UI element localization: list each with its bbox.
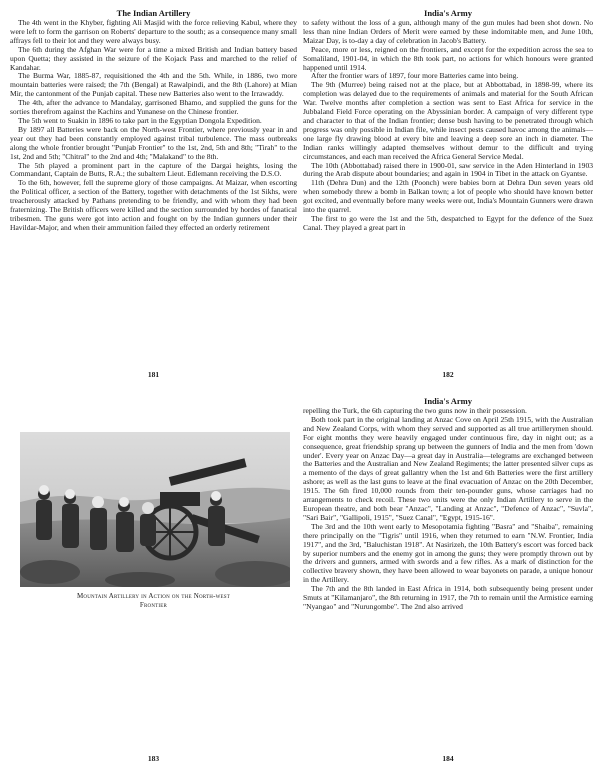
running-header: India's Army bbox=[424, 396, 472, 406]
paragraph: 11th (Dehra Dun) and the 12th (Poonch) were babies born at Dehra Dun seven years old when somebody threw a bomb in Balkan town; a lot of people who should have known better got excited, and eventually before many weeks were out, India's Mountain Gunners were drawn into the quarrel. bbox=[303, 178, 593, 215]
paragraph: The 10th (Abbottabad) raised there in 1900-01, saw service in the Aden Hinterland in 1903 during the Arab dispute about boundaries; and again in 1904 in Tibet in the attack on Gyantse. bbox=[303, 160, 593, 179]
page-number: 182 bbox=[442, 370, 454, 379]
paragraph: After the frontier wars of 1897, four more Batteries came into being. bbox=[311, 71, 519, 81]
paragraph: The 7th and the 8th landed in East Africa in 1914, both subsequently being present under Smuts at "Kilamanjaro", the 8th returning in 1917, the 7th to remain until the Armistice earning "Nyangao" and "Nurungombe". The 2nd also arrived bbox=[303, 584, 593, 611]
caption-line: Frontier bbox=[139, 601, 168, 609]
page-184 bbox=[303, 396, 593, 768]
paragraph: The 5th went to Suakin in 1896 to take part in the Egyptian Dongola Expedition. bbox=[18, 115, 262, 125]
paragraph: Peace, more or less, reigned on the frontiers, and except for the expedition across the sea to Somaliland, 1901-04, in which the 8th took part, no actions for which honours were granted happened until 1914. bbox=[303, 44, 593, 72]
page-body bbox=[10, 19, 297, 233]
caption-line: Mountain Artillery in Action on the North-west bbox=[76, 592, 231, 600]
page-body bbox=[303, 407, 593, 612]
page-number: 184 bbox=[442, 754, 454, 763]
paragraph: repelling the Turk, the 6th capturing the two guns now in their possession. bbox=[303, 406, 527, 415]
paragraph: The 4th, after the advance to Mandalay, garrisoned Bhamo, and supplied the guns for the sorties therefrom against the Kachins and Yunanese on the Chinese frontier. bbox=[10, 98, 297, 117]
paragraph: By 1897 all Batteries were back on the North-west Frontier, where previously year in and year out they had been constantly employed against tribal turbulence. The mass outbreaks along the whole frontier brought "Punjab Frontier" to the 1st, 2nd, 5th and 8th; "Tirah" to the 1st, 2nd and 5th; "Chitral" to the 2nd and 4th; "Malakand" to the 8th. bbox=[10, 124, 297, 161]
page-body bbox=[303, 19, 593, 233]
paragraph: The 6th during the Afghan War were for a time a mixed British and Indian battery based upon Quetta; they assisted in the seizure of the Kojack Pass and marched to the relief of Kandahar. bbox=[10, 44, 297, 72]
paragraph: The 3rd and the 10th went early to Mesopotamia fighting "Basra" and "Shaiba", remaining there principally on the "Tigris" until 1916, when they returned to earn "N.W. Frontier, India 1917", and the 3rd, "Baluchistan 1918". At Nasirizeh, the 10th Battery's escort was forced back by superior numbers and the enemy got in among the guns; they were promptly thrown out by the drivers and gunners, armed with swords and a few rifles. As a mark of distinction for the collective bravery shown, they have been allowed to wear bayonets on parade, a unique honour in the Artillery. bbox=[303, 521, 593, 585]
mountain-artillery-photo bbox=[20, 432, 290, 587]
running-header: India's Army bbox=[424, 8, 472, 18]
paragraph: To the 6th, however, fell the supreme glory of those campaigns. At Maizar, when escorting the Political officer, a section of the Battery, together with detachments of the 1st Sikhs, were treacherously attacked by Pathans pretending to be friendly, and with whom they had been fraternizing. The British officers were killed and the section surrounded by hordes of fanatical tribesmen. The guns were got into action and fought on by the Indian gunners under their Havildar-Major, and when their ammunition failed they effected an orderly retirement bbox=[10, 178, 297, 232]
page-181 bbox=[10, 8, 297, 383]
page-182 bbox=[303, 8, 593, 383]
running-header: The Indian Artillery bbox=[116, 8, 191, 18]
paragraph: Both took part in the original landing at Anzac Cove on April 25th 1915, with the Australian and New Zealand Corps, with whom they served and supported as all true artillerymen should. For eight months they were heavily engaged under continuous fire, day in night out; as a consequence, great friendship sprang up between the gunners of India and the men from 'down under'. Every year on Anzac Day—a great day in Australia—telegrams are exchanged between the Batteries and the Australian and New Zealand Regiments; the latter presented silver cups as a memento of the days of great gallantry when the 1st and 6th Batteries were the first artillery ashore; as well as the last guns to leave at the final evacuation of Anzac on the 20th December, 1915. The 6th fired 10,000 rounds from their ten-pounder guns, whose carriages had no arrangements to check recoil. These two units were the only Indian Artillery to serve in the European theatre, and both bear "Anzac", "Landing at Anzac", "Defence of Anzac", "Suvla", "Sari Bair", "Gallipoli, 1915", "Suez Canal", "Egypt, 1915-16". bbox=[303, 414, 593, 522]
page-number: 181 bbox=[147, 370, 160, 379]
page-183 bbox=[10, 396, 297, 768]
page-number: 183 bbox=[147, 754, 160, 763]
paragraph: The first to go were the 1st and the 5th, despatched to Egypt for the defence of the Suez Canal. They played a great part in bbox=[303, 213, 593, 232]
paragraph: The Burma War, 1885-87, requisitioned the 4th and the 5th. While, in 1886, two more mountain batteries were raised; the 7th (Bengal) at Rawalpindi, and the 8th (Lahore) at Mian Mir, the cantonment of the Punjab capital. These new Batteries also went to the Irrawaddy. bbox=[10, 71, 297, 99]
paragraph: The 4th went in the Khyber, fighting Ali Masjid with the force relieving Kabul, where they were left to form the garrison on Roberts' departure to the south; as a consequence many small affrays fell to their lot and they were always busy. bbox=[10, 18, 297, 45]
paragraph: The 5th played a prominent part in the capture of the Dargai heights, losing the Commandant, Captain de Butts, R.A.; the subaltern Lieut. Edlemann receiving the D.S.O. bbox=[10, 160, 297, 179]
paragraph: The 9th (Murree) being raised not at the place, but at Abbottabad, in 1898-99, where its completion was delayed due to the requirements of animals and material for the South African War. Twelve months after completion a section was sent to East Africa for service in the Jubbaland Field Force operating on the Abyssinian border. A campaign of very different type and character to that of the Indian frontier; dense bush having to be penetrated through which progress was only possible in Indian file, while insect pests caused havoc among the animals—one large fly drawing blood at every bite and leaving a deep sore an inch in diameter. The Indian ranks willingly adapted themselves without demur to the difficult and trying circumstances, and each man received the Africa General Service Medal. bbox=[303, 80, 593, 161]
photo-caption bbox=[10, 592, 297, 610]
paragraph: to safety without the loss of a gun, although many of the gun mules had been shot down. No less than nine Indian Orders of Merit were earned by these indomitable men, and June 10th, Maizar Day, is to-day a day of celebration in Jacob's Battery. bbox=[303, 18, 593, 45]
photo-illustration bbox=[20, 432, 290, 587]
